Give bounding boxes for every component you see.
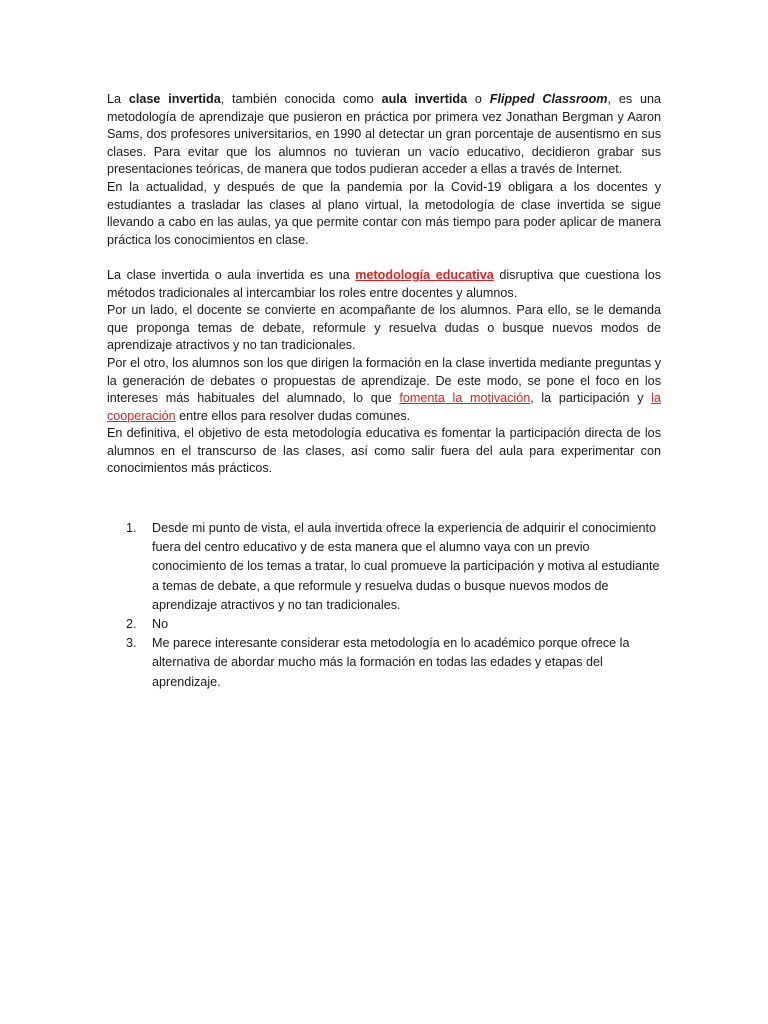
- section2-paragraph-4: En definitiva, el objetivo de esta metodología educativa es fomentar la participación directa de los alumnos en el transcurso de las clases, así como salir fuera del aula para experimentar con conocimientos más prácticos.: [107, 426, 661, 476]
- list-item-text: No: [152, 617, 169, 632]
- answers-list: [126, 519, 661, 692]
- intro-paragraph-2: En la actualidad, y después de que la pandemia por la Covid-19 obligara a los docentes y estudiantes a trasladar las clases al plano virtual, la metodología de clase invertida se sigue llevando a cabo en las aulas, ya que permite contar con más tiempo para poder aplicar de manera práctica los conocimientos en clase.: [107, 179, 661, 247]
- text-run: o: [467, 92, 490, 106]
- text-run: disruptiva que cuestiona los métodos tradicionales al intercambiar los roles entre docentes y alumnos.: [107, 267, 661, 300]
- list-item-text: Me parece interesante considerar esta metodología en lo académico porque ofrece la alternativa de abordar mucho más la formación en todas las edades y etapas del aprendizaje.: [152, 636, 630, 689]
- link-metodologia-educativa[interactable]: metodología educativa: [355, 267, 494, 282]
- text-run: , también conocida como: [220, 92, 382, 106]
- list-item: [126, 519, 661, 615]
- list-number: 1.: [126, 521, 137, 535]
- section2-paragraph-3: [107, 355, 661, 425]
- list-item: [126, 634, 661, 692]
- term-flipped-classroom: Flipped Classroom: [489, 92, 608, 106]
- list-item-text: Desde mi punto de vista, el aula invertida ofrece la experiencia de adquirir el conocimiento fuera del centro educativo y de esta manera que el alumno vaya con un previo conocimiento de los temas a tratar, lo cual promueve la participación y motiva al estudiante a temas de debate, a que reformule y resuelva dudas o busque nuevos modos de aprendizaje atractivos y no tan tradicionales.: [152, 521, 660, 612]
- paragraph-gap: [107, 249, 661, 267]
- list-item: [126, 615, 661, 634]
- text-run: Por el otro, los alumnos son los que dirigen la formación en la clase invertida mediante preguntas y la generación de debates o propuestas de aprendizaje. De este modo, se pone el foco en los intereses más habituales del alumnado, lo que: [107, 355, 661, 406]
- text-run: , la participación y: [530, 391, 652, 406]
- link-fomenta-la-motivacion[interactable]: fomenta la motivación: [399, 391, 531, 406]
- text-run: La clase invertida o aula invertida es una: [107, 267, 356, 282]
- link-la-cooperacion[interactable]: la cooperación: [107, 391, 661, 423]
- list-number: 2.: [126, 617, 137, 632]
- list-number: 3.: [126, 636, 137, 651]
- section2-paragraph-1: [107, 267, 661, 302]
- term-aula-invertida: aula invertida: [381, 92, 468, 106]
- text-run: entre ellos para resolver dudas comunes.: [175, 408, 411, 423]
- document-body: [107, 91, 661, 478]
- term-clase-invertida: clase invertida: [128, 92, 221, 106]
- intro-paragraph-1: [107, 91, 661, 179]
- text-run: La: [107, 92, 129, 106]
- text-run: , es una metodología de aprendizaje que pusieron en práctica por primera vez Jonathan Bergman y Aaron Sams, dos profesores universitarios, en 1990 al detectar un gran porcentaje de ausentismo en sus clases. Para evitar que los alumnos no tuvieran un vacío educativo, decidieron grabar sus presentaciones teóricas, de manera que todos pudieran acceder a ellas a través de Internet.: [107, 92, 661, 177]
- section2-paragraph-2: Por un lado, el docente se convierte en acompañante de los alumnos. Para ello, se le demanda que proponga temas de debate, reformule y resuelva dudas o busque nuevos modos de aprendizaje atractivos y no tan tradicionales.: [107, 303, 661, 353]
